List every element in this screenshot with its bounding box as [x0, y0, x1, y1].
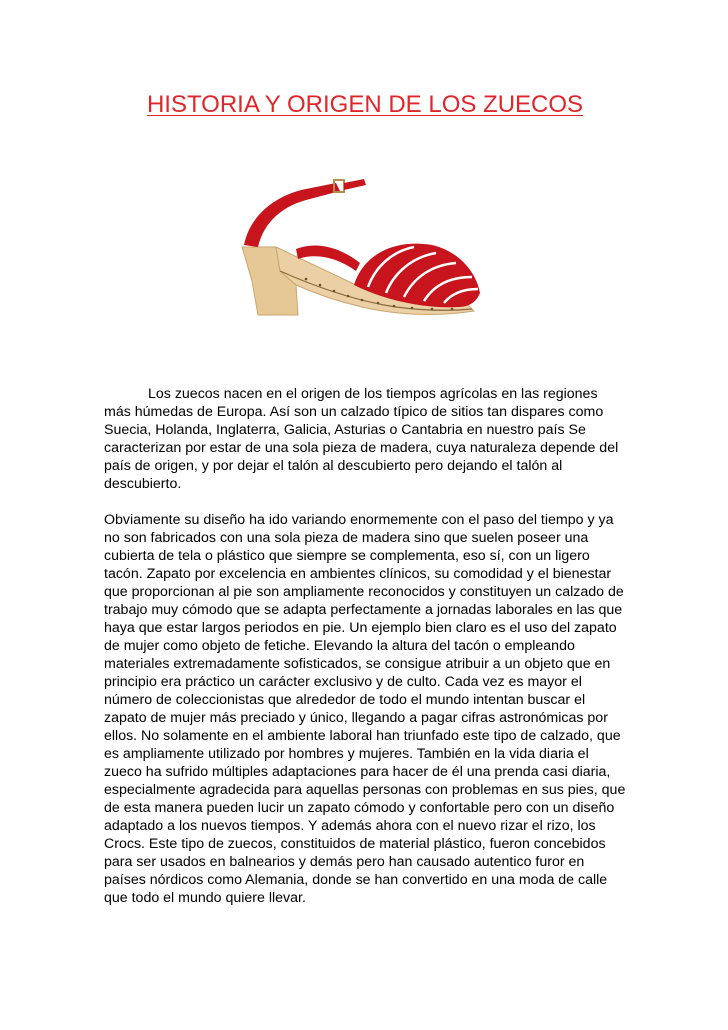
ankle-strap-end	[344, 179, 366, 190]
document-body	[104, 385, 628, 907]
paragraph-1: Los zuecos nacen en el origen de los tiempos agrícolas en las regiones más húmedas de Europa. Así son un calzado típico de sitios tan dispares como Suecia, Holanda, Inglaterra, Galicia, Asturias o Cantabria en nuestro país Se caracterizan por estar de una sola pieza de madera, cuya naturaleza depende del país de origen, y por dejar el talón al descubierto pero dejando el talón al descubierto.	[104, 386, 619, 492]
paragraph-2: Obviamente su diseño ha ido variando enormemente con el paso del tiempo y ya no son fabricados con una sola pieza de madera sino que suelen poseer una cubierta de tela o plástico que siempre se complementa, eso sí, con un ligero tacón. Zapato por excelencia en ambientes clínicos, su comodidad y el bienestar que proporcionan al pie son ampliamente reconocidos y constituyen un calzado de trabajo muy cómodo que se adapta perfectamente a jornadas laborales en las que haya que estar largos periodos en pie. Un ejemplo bien claro es el uso del zapato de mujer como objeto de fetiche. Elevando la altura del tacón o empleando materiales extremadamente sofisticados, se consigue atribuir a un objeto que en principio era práctico un carácter exclusivo y de culto. Cada vez es mayor el número de coleccionistas que alrededor de todo el mundo intentan buscar el zapato de mujer más preciado y único, llegando a pagar cifras astronómicas por ellos. No solamente en el ambiente laboral han triunfado este tipo de calzado, que es ampliamente utilizado por hombres y mujeres. También en la vida diaria el zueco ha sufrido múltiples adaptaciones para hacer de él una prenda casi diaria, especialmente agradecida para aquellas personas con problemas en sus pies, que de esta manera pueden lucir un zapato cómodo y confortable pero con un diseño adaptado a los nuevos tiempos. Y además ahora con el nuevo rizar el rizo, los Crocs. Este tipo de zuecos, constituidos de material plástico, fueron concebidos para ser usados en balnearios y demás pero han causado autentico furor en países nórdicos como Alemania, donde se han convertido en una moda de calle que todo el mundo quiere llevar.	[104, 512, 626, 906]
document-title: HISTORIA Y ORIGEN DE LOS ZUECOS	[146, 91, 584, 118]
clog-image	[236, 175, 490, 327]
heel-strap	[244, 183, 340, 247]
red-clog-sandal-illustration	[236, 175, 490, 327]
